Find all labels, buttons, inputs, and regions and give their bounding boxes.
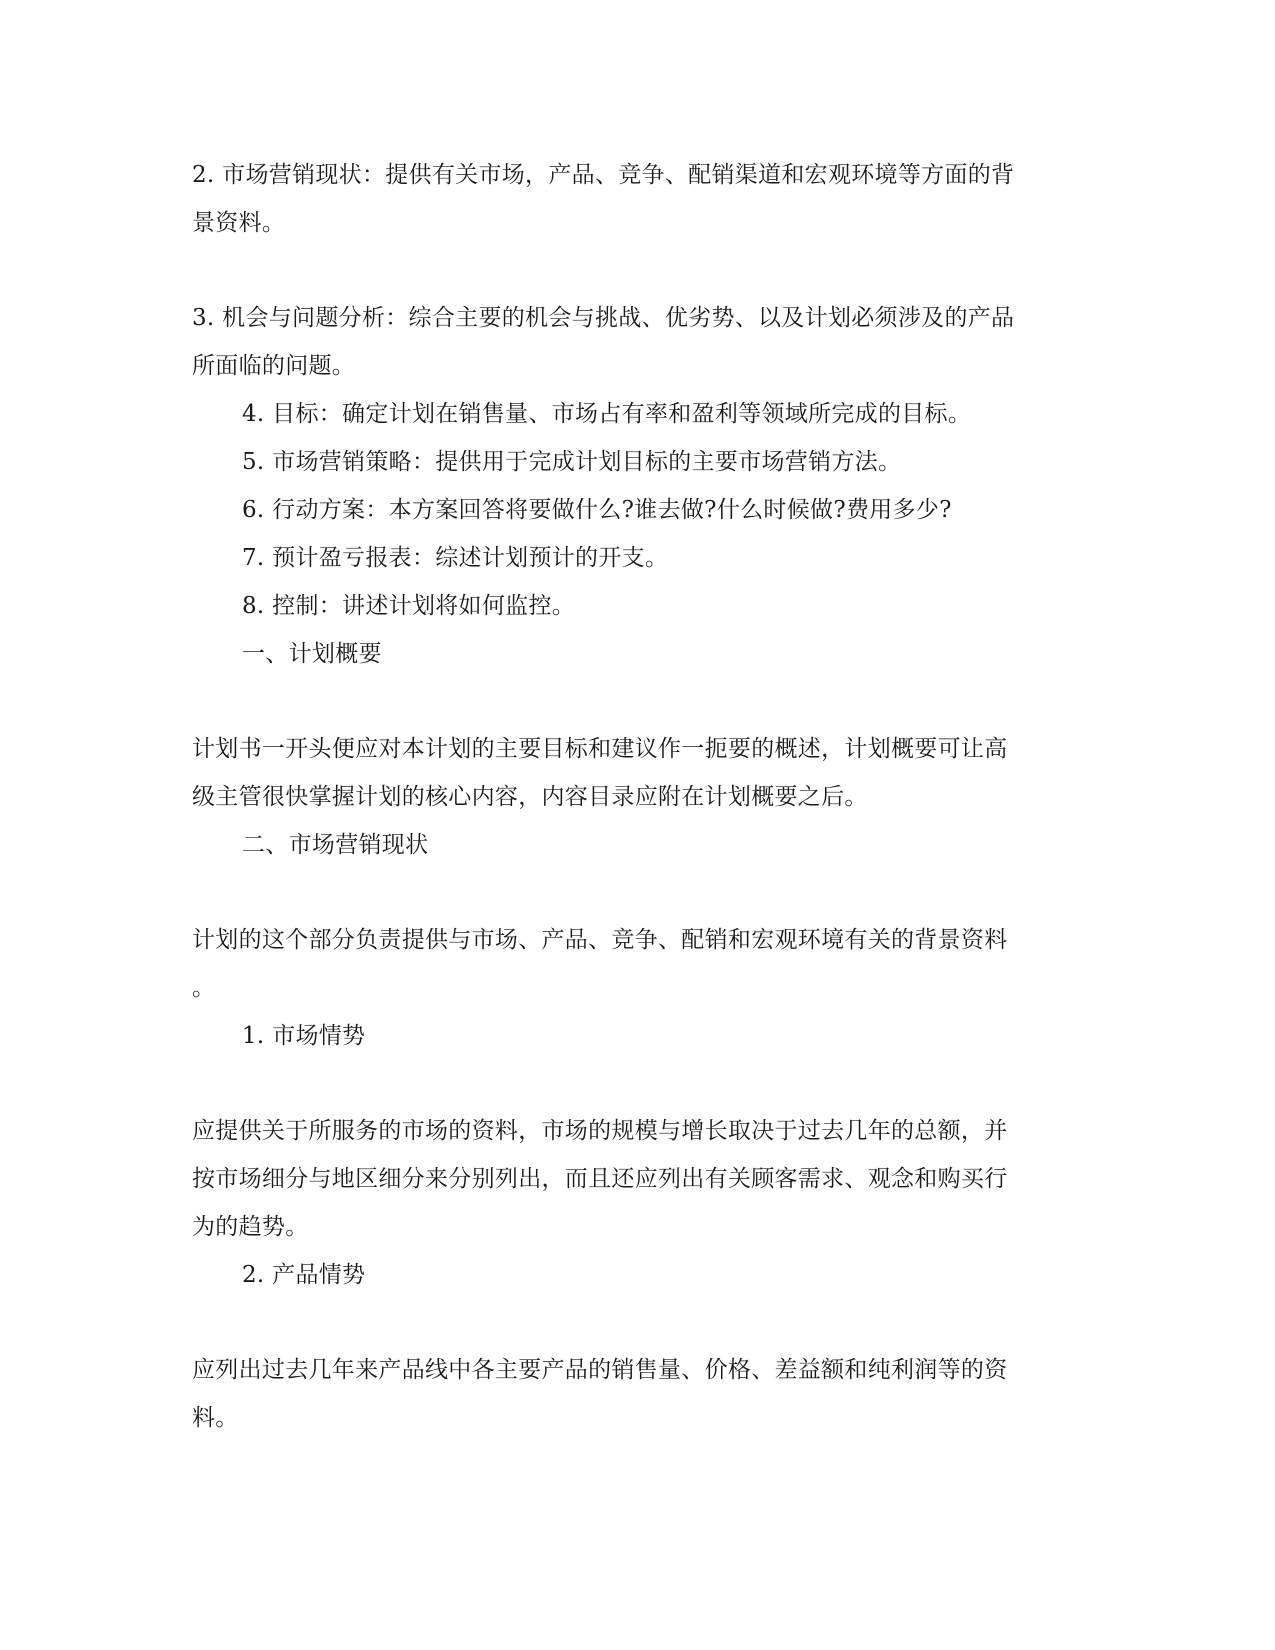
list-item: 4. 目标：确定计划在销售量、市场占有率和盈利等领域所完成的目标。: [242, 401, 972, 427]
paragraph-line: 料。: [192, 1405, 239, 1431]
paragraph-line: 应列出过去几年来产品线中各主要产品的销售量、价格、差益额和纯利润等的资: [192, 1357, 1008, 1383]
paragraph-line: 景资料。: [192, 210, 286, 236]
subsection-heading: 1. 市场情势: [242, 1023, 366, 1049]
paragraph-line: 为的趋势。: [192, 1214, 309, 1240]
paragraph-line: 所面临的问题。: [192, 353, 356, 379]
paragraph-line: 应提供关于所服务的市场的资料，市场的规模与增长取决于过去几年的总额，并: [192, 1118, 1008, 1144]
paragraph-line: 。: [192, 975, 216, 1001]
paragraph-line: 级主管很快掌握计划的核心内容，内容目录应附在计划概要之后。: [192, 784, 868, 810]
paragraph-line: 3. 机会与问题分析：综合主要的机会与挑战、优劣势、以及计划必须涉及的产品: [192, 305, 1015, 331]
list-item: 7. 预计盈亏报表：综述计划预计的开支。: [242, 545, 669, 571]
section-heading: 一、计划概要: [242, 641, 382, 667]
paragraph-line: 2. 市场营销现状：提供有关市场，产品、竞争、配销渠道和宏观环境等方面的背: [192, 162, 1015, 188]
paragraph-line: 计划书一开头便应对本计划的主要目标和建议作一扼要的概述，计划概要可让高: [192, 736, 1008, 762]
section-heading: 二、市场营销现状: [242, 832, 429, 858]
paragraph-line: 按市场细分与地区细分来分别列出，而且还应列出有关顾客需求、观念和购买行: [192, 1166, 1008, 1192]
paragraph-line: 计划的这个部分负责提供与市场、产品、竞争、配销和宏观环境有关的背景资料: [192, 927, 1008, 953]
list-item: 6. 行动方案：本方案回答将要做什么?谁去做?什么时候做?费用多少?: [242, 497, 952, 523]
subsection-heading: 2. 产品情势: [242, 1262, 366, 1288]
list-item: 8. 控制：讲述计划将如何监控。: [242, 593, 576, 619]
list-item: 5. 市场营销策略：提供用于完成计划目标的主要市场营销方法。: [242, 449, 902, 475]
